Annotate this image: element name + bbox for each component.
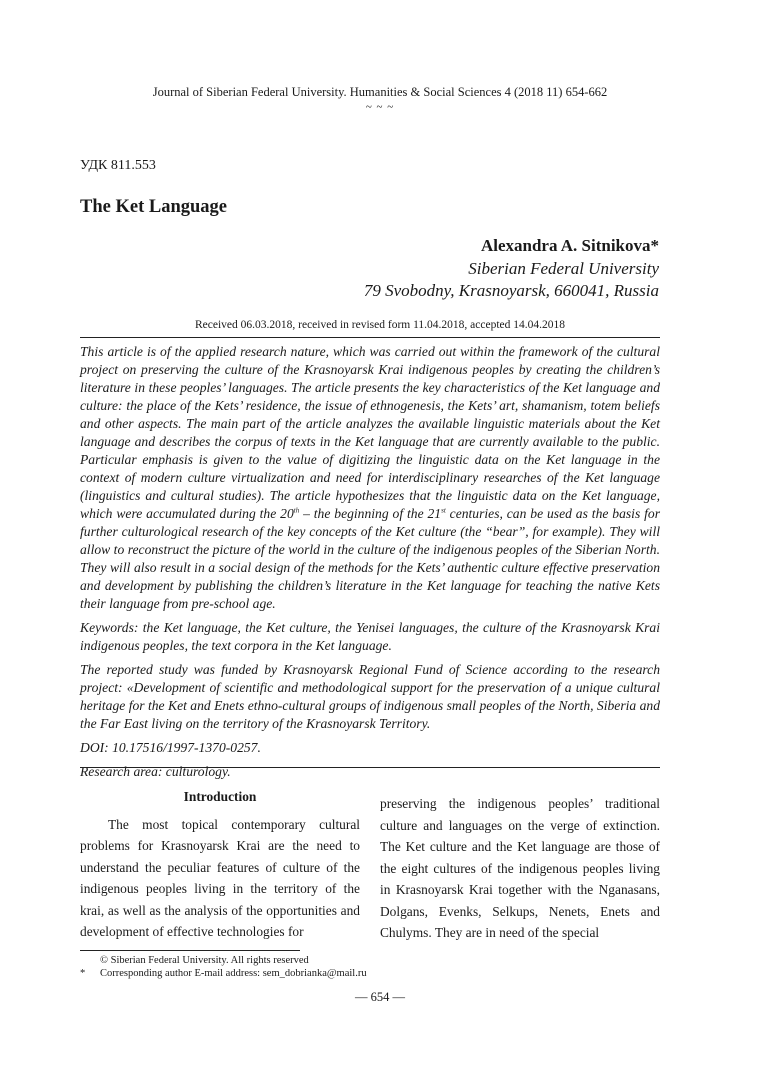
bottom-divider [80,767,660,768]
research-area: Research area: culturology. [80,764,231,779]
abstract-text: This article is of the applied research nature, which was carried out within the framework of the cultural project on preserving the culture of the Krasnoyarsk Krai indigenous peoples by creating the children’s literature in these peoples’ languages. The article presents the key characteristics of the Ket language and culture: the place of the Kets’ residence, the issue of ethnogenesis, the Kets’ art, shamanism, totem beliefs and other aspects. The main part of the article analyzes the available linguistic materials about the Ket language and describes the corpus of texts in the Ket language that are currently available to the public. Particular emphasis is given to the value of digitizing the linguistic data on the Ket language in the context of modern culture virtualization and need for interdisciplinary researches of the Ket language (linguistics and cultural studies). The article hypothesizes that the linguistic data on the Ket language, which were accumulated during the 20th – the beginning of the 21st centuries, can be used as the basis for further culturological research of the key concepts of the Ket culture (the “bear”, for example). They will allow to reconstruct the picture of the world in the culture of the indigenous peoples of the Siberian North. They will also result in a social design of the methods for the Kets’ authentic culture effective preservation and development by publishing the children’s literature in the Ket language for teaching the native Kets their language from pre-school age. [80,344,660,611]
udk-code: УДК 811.553 [80,158,156,173]
body-column-right [380,793,660,944]
footnote-divider [80,950,300,951]
article-title: The Ket Language [80,197,227,217]
author-name: Alexandra A. Sitnikova* [480,236,659,255]
body-paragraph-continued: preserving the indigenous peoples’ traditional culture and languages on the verge of extinction. The Ket culture and the Ket language are those of the eight cultures of the indigenous peoples living in Krasnoyarsk Krai together with the Nganasans, Dolgans, Evenks, Selkups, Nenets, Enets and Chulyms. They are in need of the special [380,796,660,940]
top-divider [80,337,660,338]
funding-note: The reported study was funded by Krasnoyarsk Regional Fund of Science according to the research project: «Development of scientific and methodological support for the preservation of a unique cultural heritage for the Ket and Enets ethno-cultural groups of indigenous small peoples of the North, Siberia and the Far East living on the territory of the Krasnoyarsk Territory. [80,662,660,731]
author-affiliation: Siberian Federal University [468,259,659,278]
body-column-left [80,786,360,943]
doi: DOI: 10.17516/1997-1370-0257. [80,740,261,755]
keywords: Keywords: the Ket language, the Ket culture, the Yenisei languages, the culture of the Krasnoyarsk Krai indigenous peoples, the text corpora in the Ket language. [80,620,660,653]
author-address: 79 Svobodny, Krasnoyarsk, 660041, Russia [363,281,659,300]
corresponding-author-note: * Corresponding author E-mail address: sem_dobrianka@mail.ru [80,968,367,979]
journal-header: Journal of Siberian Federal University. Humanities & Social Sciences 4 (2018 11) 654-662 [152,85,608,99]
received-dates: Received 06.03.2018, received in revised form 11.04.2018, accepted 14.04.2018 [194,319,566,331]
copyright-note: © Siberian Federal University. All rights reserved [100,955,309,966]
abstract-block [80,343,660,787]
body-paragraph: The most topical contemporary cultural problems for Krasnoyarsk Krai are the need to understand the peculiar features of culture of the indigenous peoples living in the territory of the krai, as well as the analysis of the opportunities and development of effective technologies for [80,816,360,939]
page-number: — 654 — [355,990,405,1004]
introduction-heading: Introduction [183,789,257,804]
header-separator: ~ ~ ~ [365,101,395,113]
